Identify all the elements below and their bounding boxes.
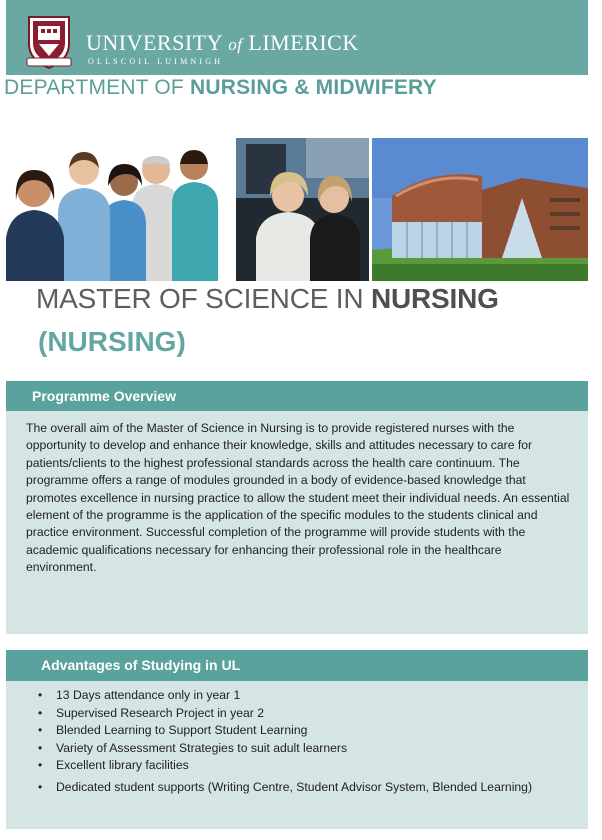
department-prefix: DEPARTMENT OF <box>4 76 190 99</box>
advantages-list <box>34 687 532 796</box>
list-item: • Dedicated student supports (Writing Centre, Student Advisor System, Blended Learning) <box>34 779 532 797</box>
programme-subtitle: (NURSING) <box>38 326 186 357</box>
university-irish-name: OLLSCOIL LUIMNIGH <box>88 57 224 66</box>
nurses-photo <box>6 138 234 281</box>
list-item: • Excellent library facilities <box>34 757 532 775</box>
university-name <box>86 30 359 56</box>
overview-text: The overall aim of the Master of Science in Nursing is to provide registered nurses with the opportunity to develop and enhance their knowledge, skills and attitudes necessary to care for patients/clients to the highest professional standards across the health care continuum. The programme offers a range of modules grounded in a body of evidence-based knowledge that promotes excellence in nursing practice to allow the student meet their individual needs. An essential element of the programme is the application of the specific modules to the students clinical and practice environment. Successful completion of the programme will provide students with the academic qualifications necessary for enhancing their professional role in the healthcare environment. <box>26 421 570 575</box>
university-crest-icon <box>24 14 74 70</box>
programme-title-prefix: MASTER OF SCIENCE IN <box>36 283 371 314</box>
list-item: • 13 Days attendance only in year 1 <box>34 687 532 705</box>
department-name <box>4 76 437 100</box>
list-item: • Blended Learning to Support Student Learning <box>34 722 532 740</box>
overview-heading: Programme Overview <box>6 381 588 411</box>
programme-title-bold: NURSING <box>370 283 499 314</box>
university-name-prefix: UNIVERSITY <box>86 30 223 55</box>
advantages-heading: Advantages of Studying in UL <box>6 650 588 681</box>
university-name-suffix: LIMERICK <box>248 30 359 55</box>
students-photo <box>236 138 369 281</box>
campus-building-photo <box>372 138 588 281</box>
list-item: • Variety of Assessment Strategies to suit adult learners <box>34 740 532 758</box>
department-bold: NURSING & MIDWIFERY <box>190 76 437 99</box>
university-name-of: of <box>228 35 243 54</box>
list-item: • Supervised Research Project in year 2 <box>34 705 532 723</box>
programme-title <box>36 283 499 315</box>
